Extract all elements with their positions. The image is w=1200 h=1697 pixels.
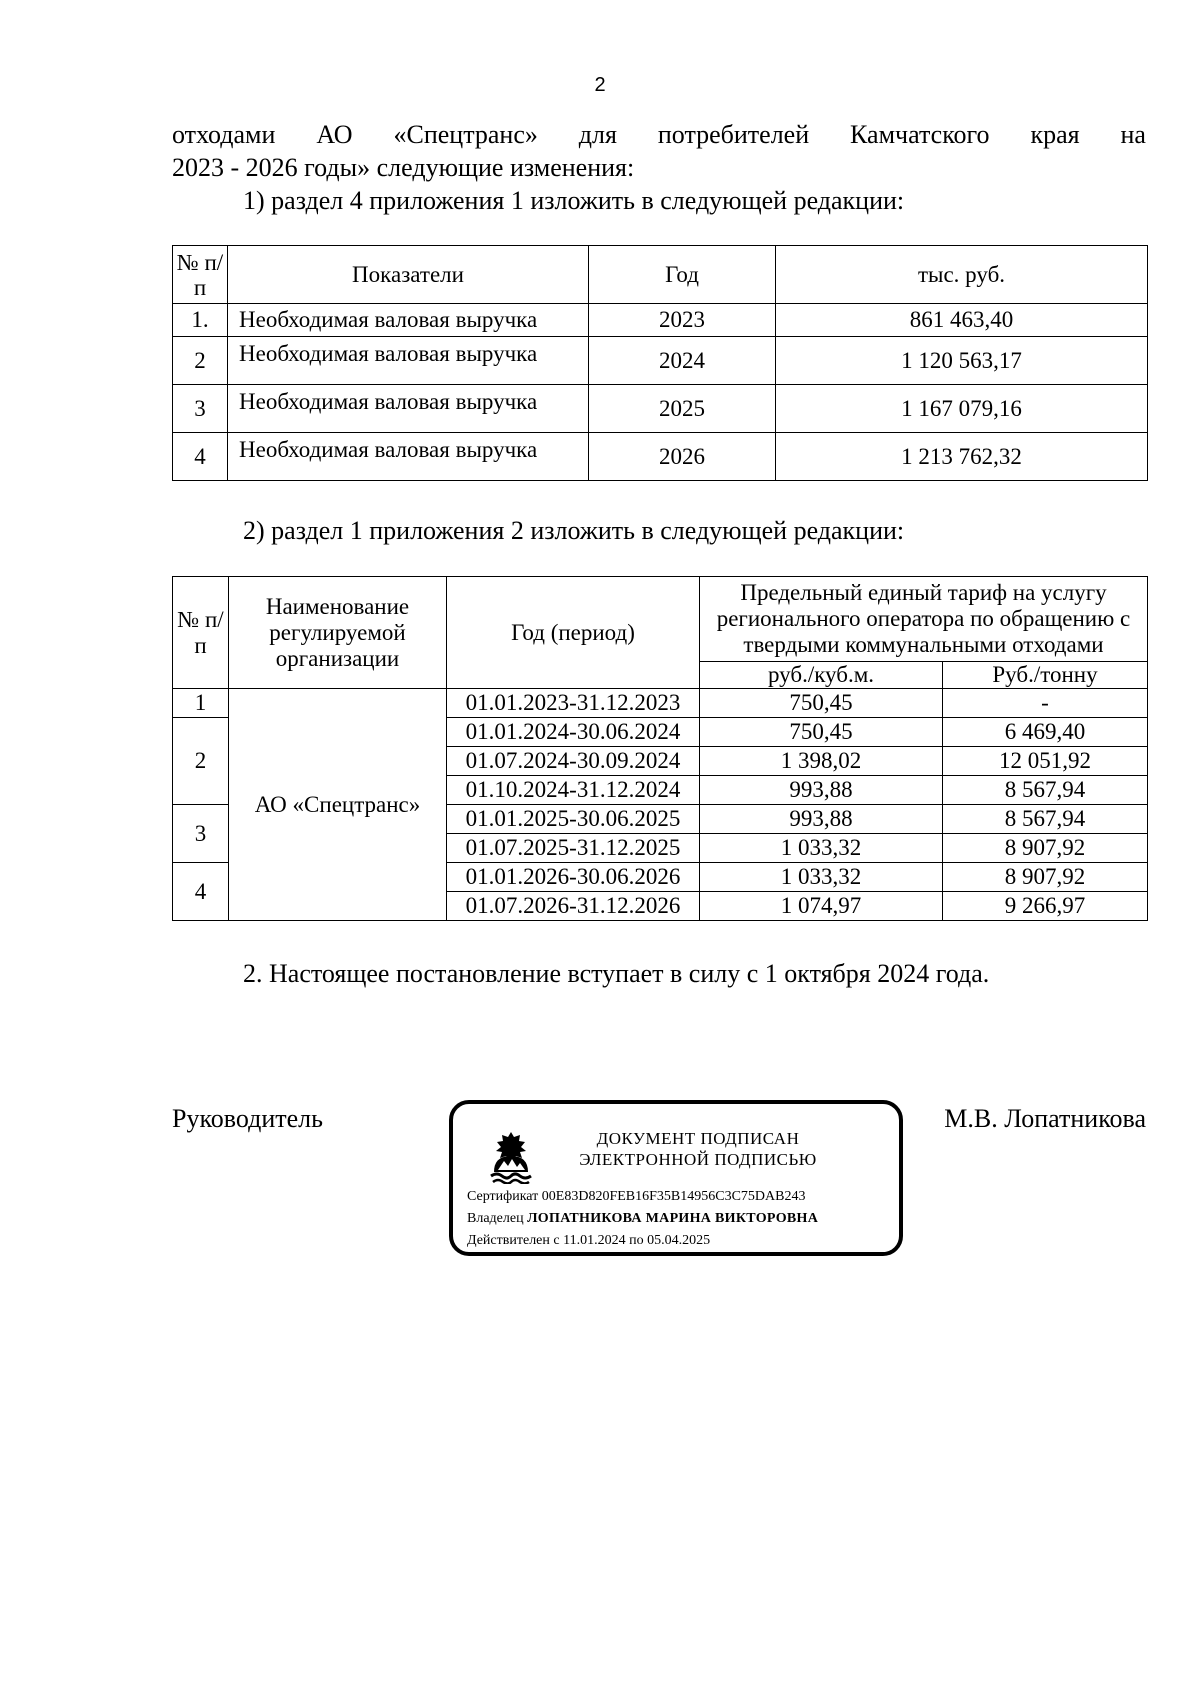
- page-number: 2: [594, 74, 606, 96]
- cell-indicator: Необходимая валовая выручка: [228, 304, 589, 337]
- cell-ton: 8 907,92: [943, 834, 1148, 863]
- cell-ton: 6 469,40: [943, 718, 1148, 747]
- intro-word: потребителей: [657, 120, 810, 149]
- cell-period: 01.07.2024-30.09.2024: [447, 747, 700, 776]
- stamp-certificate: Сертификат 00E83D820FEB16F35B14956C3C75DAB243: [467, 1189, 806, 1204]
- header-org: Наименование регулируемой организации: [229, 577, 447, 689]
- item2-heading: 2) раздел 1 приложения 2 изложить в следующей редакции:: [243, 516, 905, 545]
- cell-period: 01.01.2026-30.06.2026: [447, 863, 700, 892]
- stamp-title-line: ДОКУМЕНТ ПОДПИСАН: [596, 1129, 800, 1148]
- cell-num: 3: [173, 805, 229, 863]
- cell-amount: 1 213 762,32: [776, 433, 1148, 481]
- header-period: Год (период): [447, 577, 700, 689]
- intro-word: для: [578, 120, 617, 149]
- cell-num: 2: [173, 718, 229, 805]
- header-indicator: Показатели: [228, 246, 589, 304]
- cell-period: 01.01.2024-30.06.2024: [447, 718, 700, 747]
- cell-m3: 1 074,97: [700, 892, 943, 921]
- tariff-table: [172, 576, 1148, 921]
- header-num: № п/п: [173, 577, 229, 689]
- cell-indicator: Необходимая валовая выручка: [228, 433, 589, 481]
- table-row: [173, 337, 1148, 385]
- cell-num: 3: [173, 385, 228, 433]
- owner-name: ЛОПАТНИКОВА МАРИНА ВИКТОРОВНА: [527, 1211, 819, 1226]
- intro-word: края: [1030, 120, 1080, 149]
- intro-line-1: [172, 118, 1146, 151]
- cell-m3: 750,45: [700, 718, 943, 747]
- intro-word: на: [1120, 120, 1146, 149]
- table-row: [173, 689, 1148, 718]
- cell-amount: 1 167 079,16: [776, 385, 1148, 433]
- table-row: [173, 433, 1148, 481]
- cell-ton: 8 567,94: [943, 805, 1148, 834]
- certificate-number: 00E83D820FEB16F35B14956C3C75DAB243: [541, 1189, 806, 1204]
- cell-m3: 1 033,32: [700, 834, 943, 863]
- cell-indicator: Необходимая валовая выручка: [228, 385, 589, 433]
- table-row: [173, 304, 1148, 337]
- intro-line-2: 2023 - 2026 годы» следующие изменения:: [172, 153, 635, 182]
- cell-period: 01.01.2025-30.06.2025: [447, 805, 700, 834]
- cell-num: 2: [173, 337, 228, 385]
- cell-ton: 9 266,97: [943, 892, 1148, 921]
- cell-year: 2023: [589, 304, 776, 337]
- stamp-title: [573, 1128, 823, 1170]
- cell-ton: 8 907,92: [943, 863, 1148, 892]
- cell-year: 2024: [589, 337, 776, 385]
- cell-m3: 993,88: [700, 805, 943, 834]
- kamchatka-emblem-icon: [489, 1128, 533, 1184]
- table-header-row: [173, 577, 1148, 662]
- cell-ton: -: [943, 689, 1148, 718]
- intro-paragraph: [172, 118, 1146, 184]
- cell-period: 01.01.2023-31.12.2023: [447, 689, 700, 718]
- cell-num: 1.: [173, 304, 228, 337]
- cell-amount: 861 463,40: [776, 304, 1148, 337]
- cell-indicator: Необходимая валовая выручка: [228, 337, 589, 385]
- header-year: Год: [589, 246, 776, 304]
- cell-period: 01.07.2025-31.12.2025: [447, 834, 700, 863]
- cell-year: 2026: [589, 433, 776, 481]
- intro-word: отходами: [172, 120, 276, 149]
- cell-m3: 750,45: [700, 689, 943, 718]
- intro-word: «Спецтранс»: [393, 120, 538, 149]
- valid-to-date: 05.04.2025: [647, 1233, 711, 1248]
- cell-m3: 993,88: [700, 776, 943, 805]
- cell-num: 1: [173, 689, 229, 718]
- cell-period: 01.07.2026-31.12.2026: [447, 892, 700, 921]
- intro-word: Камчатского: [850, 120, 990, 149]
- cell-num: 4: [173, 863, 229, 921]
- header-num: № п/п: [173, 246, 228, 304]
- signer-position: Руководитель: [172, 1104, 323, 1133]
- cell-ton: 12 051,92: [943, 747, 1148, 776]
- intro-word: АО: [316, 120, 353, 149]
- valid-from-date: 11.01.2024: [563, 1233, 626, 1248]
- stamp-owner: Владелец ЛОПАТНИКОВА МАРИНА ВИКТОРОВНА: [467, 1211, 819, 1226]
- e-signature-stamp: [449, 1100, 903, 1256]
- item1-heading: 1) раздел 4 приложения 1 изложить в следующей редакции:: [243, 186, 905, 215]
- header-per-m3: руб./куб.м.: [700, 662, 943, 689]
- header-amount: тыс. руб.: [776, 246, 1148, 304]
- revenue-table: [172, 245, 1148, 481]
- cell-amount: 1 120 563,17: [776, 337, 1148, 385]
- cell-m3: 1 398,02: [700, 747, 943, 776]
- stamp-title-line: ЭЛЕКТРОННОЙ ПОДПИСЬЮ: [579, 1150, 817, 1169]
- clause-2: 2. Настоящее постановление вступает в силу с 1 октября 2024 года.: [243, 959, 990, 988]
- signer-name: М.В. Лопатникова: [944, 1104, 1146, 1133]
- table-row: [173, 385, 1148, 433]
- table-header-row: [173, 246, 1148, 304]
- cell-org: АО «Спецтранс»: [229, 689, 447, 921]
- cell-year: 2025: [589, 385, 776, 433]
- header-tariff: Предельный единый тариф на услугу регионального оператора по обращению с твердыми коммунальными отходами: [700, 577, 1148, 662]
- cell-ton: 8 567,94: [943, 776, 1148, 805]
- header-per-ton: Руб./тонну: [943, 662, 1148, 689]
- cell-period: 01.10.2024-31.12.2024: [447, 776, 700, 805]
- cell-m3: 1 033,32: [700, 863, 943, 892]
- stamp-validity: Действителен с 11.01.2024 по 05.04.2025: [467, 1233, 711, 1248]
- cell-num: 4: [173, 433, 228, 481]
